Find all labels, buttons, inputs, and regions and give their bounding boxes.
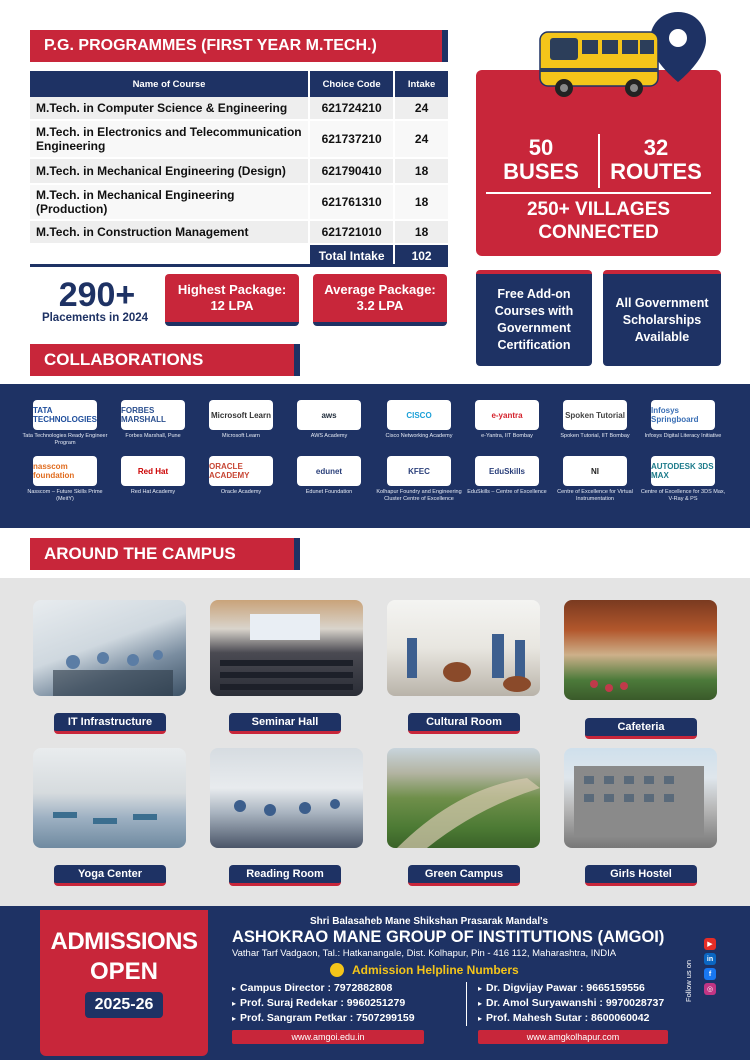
campus-title: AROUND THE CAMPUS [44,544,236,563]
bullet-icon: ▸ [232,984,237,993]
collab-logo-caption: Cisco Networking Academy [385,433,453,439]
facebook-icon[interactable]: f [704,968,716,980]
table-row [30,121,450,159]
addon-courses-text: Free Add-on Courses with Government Certification [494,287,574,352]
collab-logo [284,400,374,440]
collab-logo-caption: Centre of Excellence for Virtual Instrumentation [557,489,633,502]
admissions-text: ADMISSIONS [50,928,198,955]
col-course: Name of Course [30,71,310,97]
choice-code: 621721010 [310,221,395,245]
collab-logo-caption: Oracle Academy [220,489,262,495]
table-row [30,185,450,221]
table-row [30,97,450,121]
social-icons [704,938,716,998]
collab-logo-mark: NI [563,456,627,486]
collab-logo [196,400,286,440]
photo-cafeteria [564,600,717,700]
intake-value: 18 [395,185,450,221]
collab-logo-caption: EduSkills – Centre of Excellence [467,489,547,495]
collab-logo-caption: Microsoft Learn [222,433,260,439]
pg-title: P.G. PROGRAMMES (FIRST YEAR M.TECH.) [44,37,377,54]
collaborations-banner [30,344,300,376]
collab-logo-caption: Nasscom – Future Skills Prime (MeitY) [27,489,103,502]
linkedin-icon[interactable]: in [704,953,716,965]
instagram-icon[interactable]: ◎ [704,983,716,995]
table-row [30,221,450,245]
pg-banner [30,30,448,62]
placements-label: Placements in 2024 [41,312,149,324]
collab-logo-caption: Forbes Marshall, Pune [125,433,181,439]
website-link-amgoi[interactable]: www.amgoi.edu.in [232,1030,424,1044]
collab-logo [196,456,286,496]
collab-logo-mark: Spoken Tutorial [563,400,627,430]
collaborations-panel [0,384,750,528]
photo-girls-hostel [564,748,717,848]
photo-yoga-center [33,748,186,848]
collab-logo-mark: edunet [297,456,361,486]
intake-value: 24 [395,97,450,121]
trust-name: Shri Balasaheb Mane Shikshan Prasarak Mandal's [310,916,549,927]
collab-logo [462,400,552,440]
routes-stat [600,136,712,184]
stat-hline [486,192,711,194]
collab-logo [374,400,464,440]
collab-logo-caption: Edunet Foundation [305,489,353,495]
collab-logo-mark: CISCO [387,400,451,430]
collab-logo-mark: ORACLE ACADEMY [209,456,273,486]
buses-stat [486,136,596,184]
youtube-icon[interactable]: ▶ [704,938,716,950]
course-name: M.Tech. in Mechanical Engineering (Production) [30,185,310,221]
contacts-divider [466,982,467,1026]
caption-seminar-hall: Seminar Hall [229,713,341,734]
campus-gallery [0,578,750,906]
scholarship-box [603,270,721,366]
photo-seminar-hall [210,600,363,696]
bullet-icon: ▸ [232,1014,237,1023]
caption-reading-room: Reading Room [229,865,341,886]
caption-green-campus: Green Campus [408,865,520,886]
routes-number: 32 [643,135,669,160]
total-value: 102 [395,245,450,269]
collab-logo-caption: e-Yantra, IIT Bombay [481,433,533,439]
collab-logo [108,456,198,496]
placements-count: 290+ [58,276,136,314]
campus-banner [30,538,300,570]
collab-logo-caption: Centre of Excellence for 3DS Max, V-Ray & PS [640,489,726,502]
course-name: M.Tech. in Construction Management [30,221,310,245]
pg-table-wrap [30,71,450,269]
collab-logo-caption: Red Hat Academy [130,489,176,495]
contacts-left [232,982,462,1027]
collab-logo [284,456,374,496]
highest-package-text: Highest Package: 12 LPA [177,282,287,313]
collab-logo-caption: Kolhapur Foundry and Engineering Cluster Centre of Excellence [376,489,462,502]
bullet-icon: ▸ [478,1014,483,1023]
bus-illustration [528,8,718,104]
whatsapp-icon [330,963,344,977]
caption-girls-hostel: Girls Hostel [585,865,697,886]
collab-logo-mark: FORBES MARSHALL [121,400,185,430]
helpline-text: Admission Helpline Numbers [352,963,519,977]
collab-logo-mark: Red Hat [121,456,185,486]
footer [0,906,750,1060]
collab-logo [550,400,640,440]
bullet-icon: ▸ [478,984,483,993]
collab-logo-mark: KFEC [387,456,451,486]
photo-reading-room [210,748,363,848]
website-link-amgkolhapur[interactable]: www.amgkolhapur.com [478,1030,668,1044]
col-code: Choice Code [310,71,395,97]
collaborations-title: COLLABORATIONS [44,350,204,369]
villages-text: 250+ VILLAGES CONNECTED [526,199,671,243]
collab-logo-caption: Tata Technologies Ready Engineer Program [22,433,108,446]
course-name: M.Tech. in Computer Science & Engineering [30,97,310,121]
photo-green-campus [387,748,540,848]
collab-logo-mark: aws [297,400,361,430]
year-badge: 2025-26 [85,992,164,1018]
average-package-text: Average Package: 3.2 LPA [324,282,436,313]
collab-logo [550,456,640,503]
contact-item: ▸ Campus Director : 7972882808 [232,982,393,994]
addon-courses-box [476,270,592,366]
collab-logo-caption: Spoken Tutorial, IIT Bombay [560,433,630,439]
intake-value: 18 [395,159,450,185]
collab-logo-mark: TATA TECHNOLOGIES [33,400,97,430]
pg-table [30,71,450,269]
collab-logo-mark: e-yantra [475,400,539,430]
follow-label: Follow us on [684,959,693,1002]
highest-package [165,274,299,326]
intake-value: 18 [395,221,450,245]
choice-code: 621790410 [310,159,395,185]
contacts-right [478,982,698,1027]
institute-name: ASHOKRAO MANE GROUP OF INSTITUTIONS (AMGOI) [232,928,665,946]
caption-it-infrastructure: IT Infrastructure [54,713,166,734]
collab-logo-mark: AUTODESK 3DS MAX [651,456,715,486]
collab-logo [20,456,110,503]
institute-address: Vathar Tarf Vadgaon, Tal.: Hatkanangale, Dist. Kolhapur, Pin - 416 112, Maharashtra, INDIA [232,948,617,959]
photo-it-infrastructure [33,600,186,696]
buses-number: 50 [528,135,554,160]
total-label: Total Intake [310,245,395,269]
course-name: M.Tech. in Electronics and Telecommunication Engineering [30,121,310,159]
routes-label: ROUTES [610,159,702,184]
contact-item: ▸ Dr. Digvijay Pawar : 9665159556 [478,982,645,994]
intake-value: 24 [395,121,450,159]
bullet-icon: ▸ [478,999,483,1008]
collab-logo-mark: nasscom foundation [33,456,97,486]
choice-code: 621724210 [310,97,395,121]
photo-cultural-room [387,600,540,696]
open-text: OPEN [89,958,158,985]
collab-logo-mark: Infosys Springboard [651,400,715,430]
collab-logo-mark: Microsoft Learn [209,400,273,430]
choice-code: 621761310 [310,185,395,221]
average-package [313,274,447,326]
caption-cultural-room: Cultural Room [408,713,520,734]
collab-logo [374,456,464,503]
course-name: M.Tech. in Mechanical Engineering (Design) [30,159,310,185]
collab-logo [462,456,552,496]
collab-logo-caption: Infosys Digital Literacy Initiative [644,433,722,439]
contact-item: ▸ Dr. Amol Suryawanshi : 9970028737 [478,997,665,1009]
choice-code: 621737210 [310,121,395,159]
collab-logo [20,400,110,447]
contact-item: ▸ Prof. Suraj Redekar : 9960251279 [232,997,406,1009]
caption-yoga-center: Yoga Center [54,865,166,886]
col-intake: Intake [395,71,450,97]
scholarship-text: All Government Scholarships Available [615,295,709,344]
collab-logo-mark: EduSkills [475,456,539,486]
collab-logo-caption: AWS Academy [310,433,348,439]
bullet-icon: ▸ [232,999,237,1008]
collab-logo [638,456,728,503]
divider-line [30,264,448,267]
caption-cafeteria: Cafeteria [585,718,697,739]
buses-label: BUSES [503,159,579,184]
contact-item: ▸ Prof. Sangram Petkar : 7507299159 [232,1012,415,1024]
admissions-badge [40,910,208,1056]
table-row [30,159,450,185]
collab-logo [108,400,198,440]
helpline-heading [330,963,519,977]
contact-item: ▸ Prof. Mahesh Sutar : 8600060042 [478,1012,650,1024]
collab-logo [638,400,728,440]
